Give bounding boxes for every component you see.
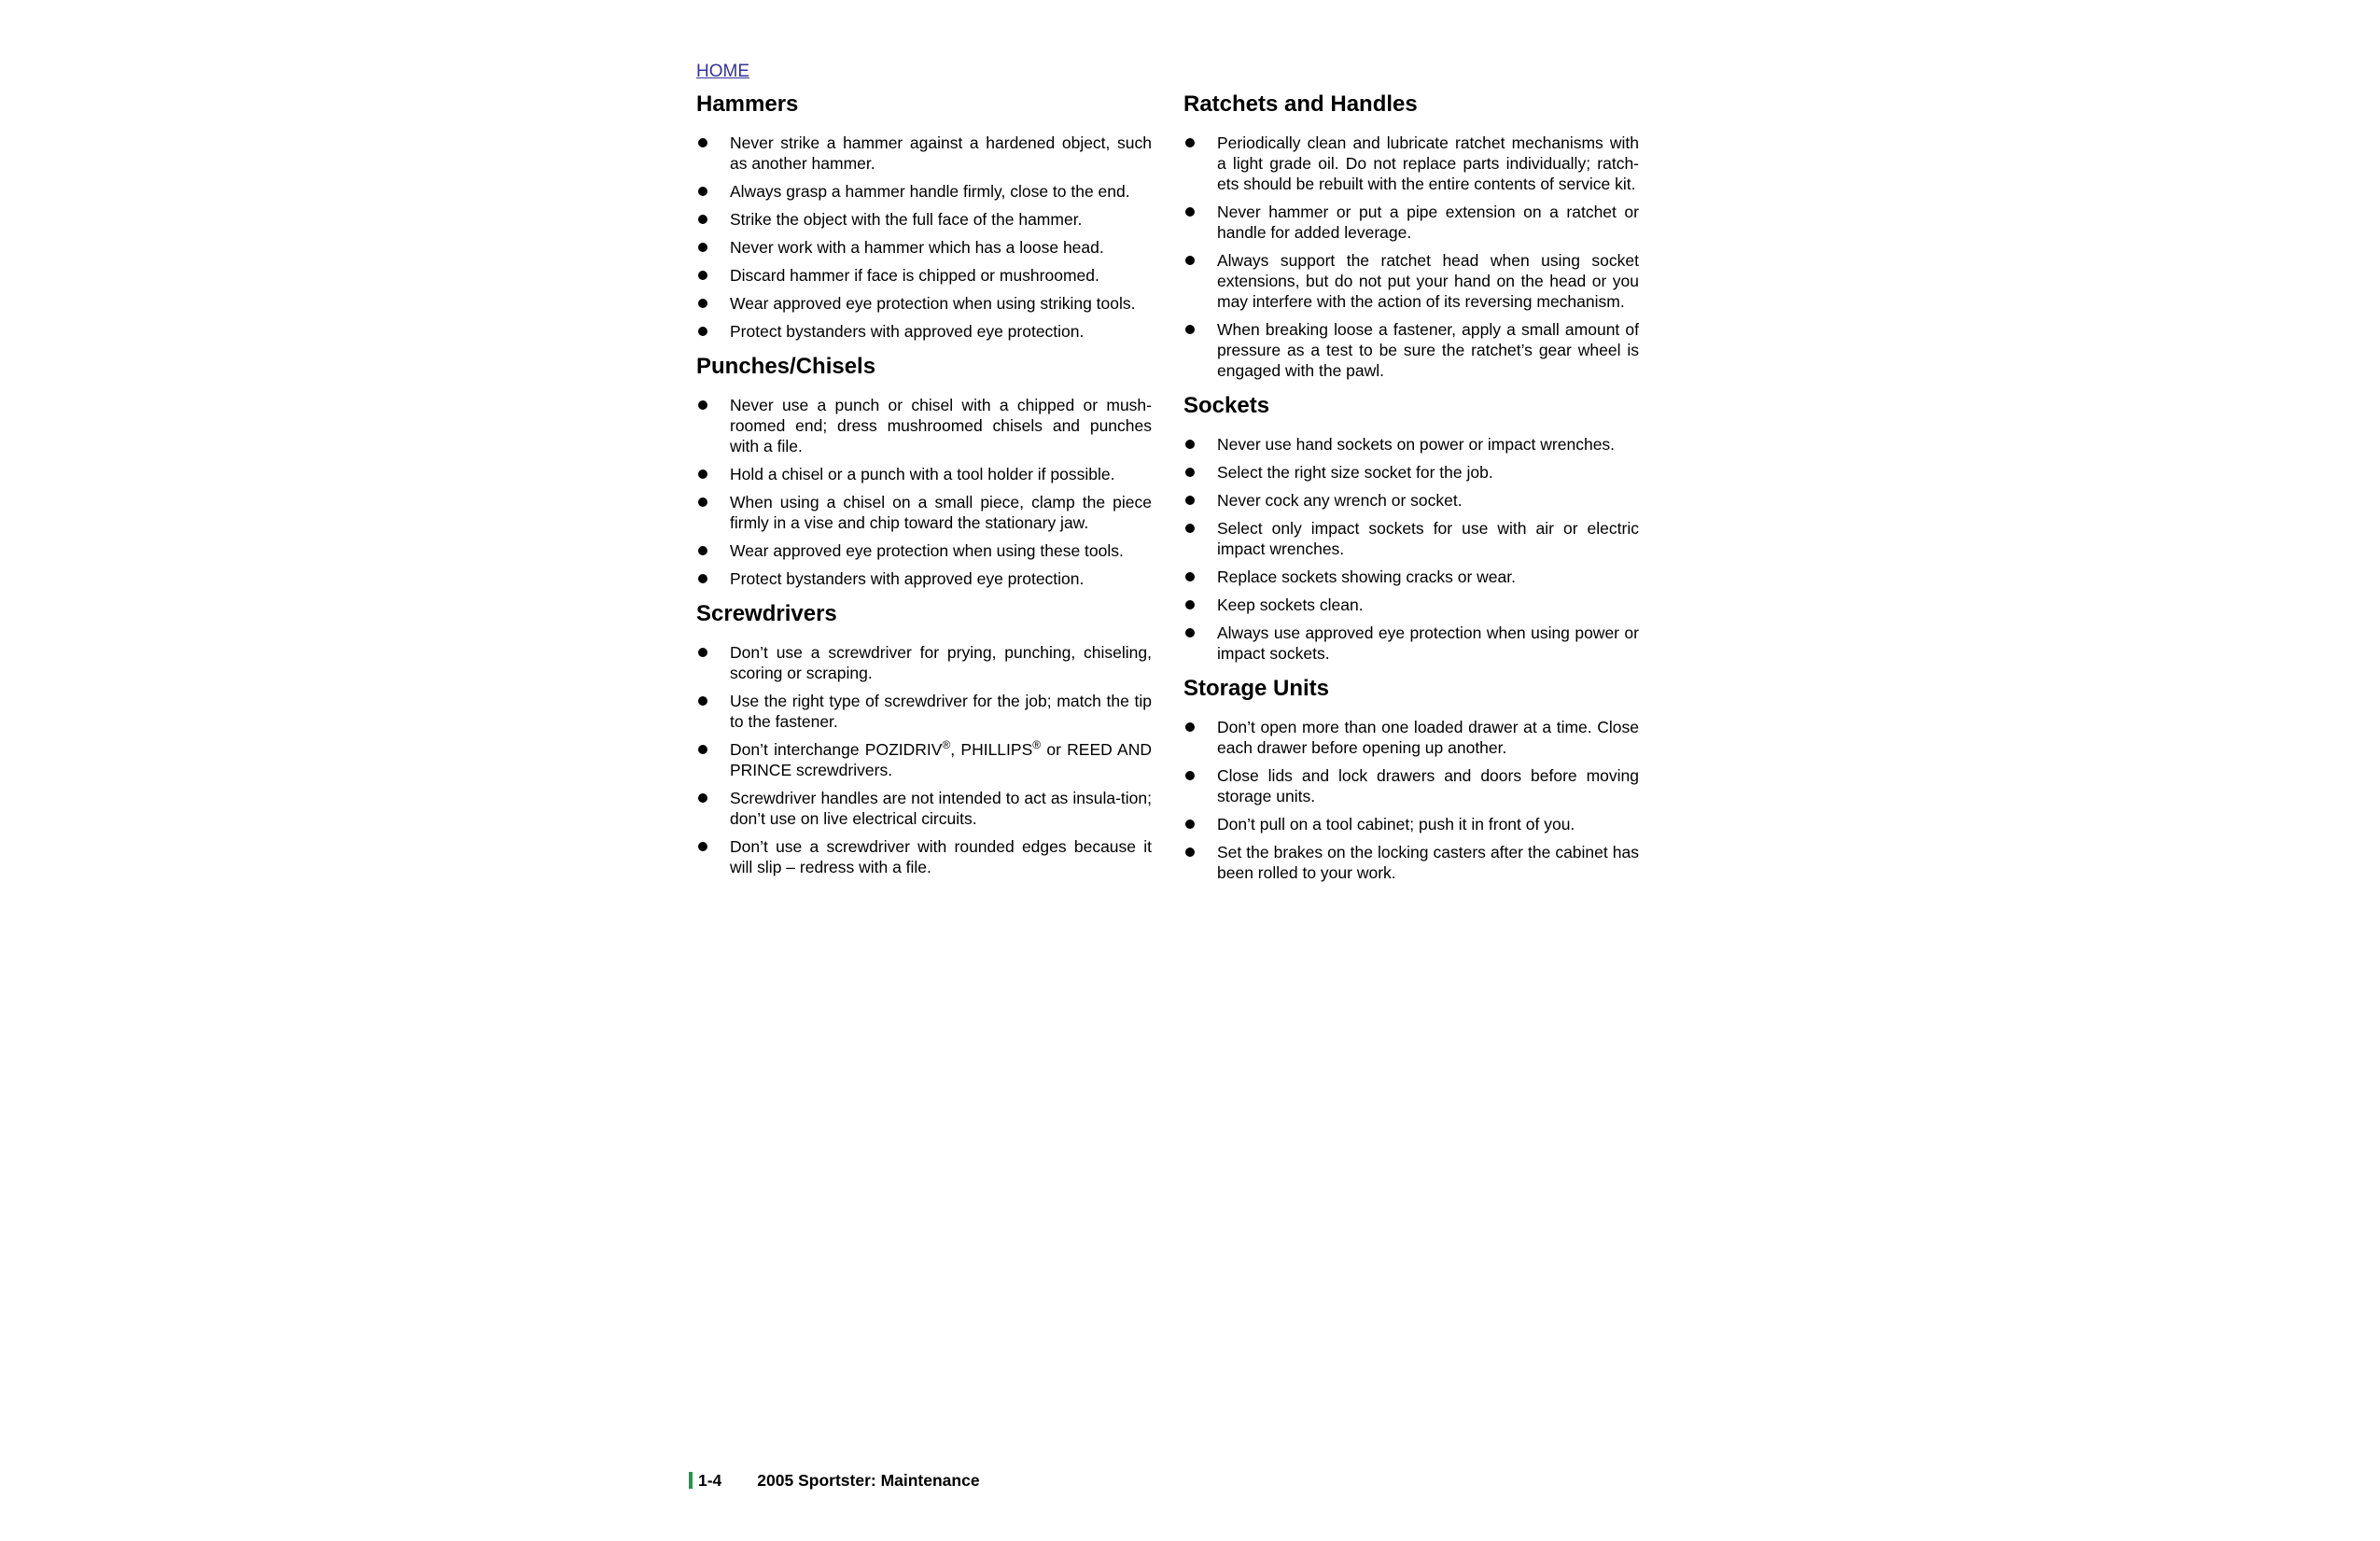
item-text: Always support the ratchet head when using socket extensions, but do not put your hand on the head or you may interfere with the action of its reversing mechanism.	[1217, 251, 1639, 311]
bullet-icon	[698, 574, 707, 583]
bullet-icon	[698, 745, 707, 754]
bullet-icon	[1185, 440, 1195, 449]
item-text: Set the brakes on the locking casters after the cabinet has been rolled to your work.	[1217, 843, 1639, 882]
list-item	[1183, 462, 1639, 483]
right-column	[1183, 90, 1639, 893]
bullet-icon	[698, 327, 707, 336]
bullet-icon	[1185, 848, 1195, 857]
list-item	[1183, 623, 1639, 664]
bullet-list	[1183, 717, 1639, 883]
home-link[interactable]: HOME	[696, 62, 749, 81]
section-hammers	[696, 90, 1152, 342]
item-text: Select the right size socket for the job.	[1217, 463, 1493, 482]
item-text: Discard hammer if face is chipped or mushroomed.	[730, 266, 1099, 285]
item-text: Never use hand sockets on power or impact wrenches.	[1217, 435, 1616, 454]
bullet-list	[696, 395, 1152, 589]
bullet-icon	[698, 793, 707, 803]
list-item	[1183, 434, 1639, 455]
bullet-icon	[1185, 468, 1195, 477]
list-item	[696, 568, 1152, 589]
item-text: Never work with a hammer which has a loose head.	[730, 238, 1104, 257]
list-item	[696, 540, 1152, 561]
list-item	[696, 492, 1152, 533]
bullet-icon	[1185, 771, 1195, 780]
list-item	[1183, 595, 1639, 615]
page-footer	[689, 1469, 980, 1492]
page-number: 1-4	[698, 1470, 722, 1490]
left-column	[696, 90, 1152, 888]
list-item	[1183, 717, 1639, 758]
item-text: Don’t open more than one loaded drawer at a time. Close each drawer before opening up another.	[1217, 718, 1639, 757]
item-text: Use the right type of screwdriver for the job; match the tip to the fastener.	[730, 692, 1152, 731]
list-item	[1183, 567, 1639, 587]
section-punches-chisels	[696, 352, 1152, 589]
list-item	[696, 395, 1152, 456]
section-heading: Screwdrivers	[696, 601, 837, 626]
bullet-icon	[698, 546, 707, 555]
bullet-icon	[698, 299, 707, 308]
bullet-icon	[1185, 628, 1195, 637]
bullet-list	[696, 642, 1152, 877]
list-item	[1183, 319, 1639, 381]
item-text: Don’t use a screwdriver for prying, punching, chiseling, scoring or scraping.	[730, 643, 1152, 682]
item-text: Don’t use a screwdriver with rounded edges because it will slip – redress with a file.	[730, 837, 1152, 876]
item-text: Strike the object with the full face of the hammer.	[730, 210, 1083, 229]
bullet-icon	[1185, 138, 1195, 147]
bullet-icon	[1185, 256, 1195, 265]
list-item	[696, 836, 1152, 877]
list-item	[1183, 518, 1639, 559]
item-text: Always grasp a hammer handle firmly, close to the end.	[730, 182, 1130, 201]
bullet-icon	[1185, 325, 1195, 334]
item-text: Never cock any wrench or socket.	[1217, 491, 1463, 510]
bullet-icon	[698, 215, 707, 224]
bullet-icon	[698, 187, 707, 196]
bullet-list	[696, 133, 1152, 342]
item-text: Periodically clean and lubricate ratchet mechanisms with a light grade oil. Do not replace parts individually; ratch-ets should be rebuilt with the entire contents of service kit.	[1217, 133, 1639, 193]
bullet-icon	[1185, 600, 1195, 609]
item-text: Close lids and lock drawers and doors before moving storage units.	[1217, 766, 1639, 806]
bullet-list	[1183, 133, 1639, 381]
item-text-part1: Don’t interchange POZIDRIV	[730, 740, 943, 759]
list-item	[696, 321, 1152, 342]
bullet-icon	[1185, 820, 1195, 829]
list-item	[696, 237, 1152, 258]
item-text-sup2: ®	[1032, 738, 1042, 752]
bullet-icon	[1185, 496, 1195, 505]
bullet-icon	[1185, 722, 1195, 732]
section-heading: Ratchets and Handles	[1183, 91, 1418, 117]
item-text: Never strike a hammer against a hardened object, such as another hammer.	[730, 133, 1152, 173]
section-heading: Punches/Chisels	[696, 354, 876, 379]
list-item	[696, 642, 1152, 683]
item-text: Screwdriver handles are not intended to act as insula-tion; don’t use on live electrical circuits.	[730, 789, 1152, 828]
item-text: Protect bystanders with approved eye protection.	[730, 322, 1085, 341]
bullet-icon	[1185, 207, 1195, 217]
list-item	[696, 293, 1152, 314]
list-item	[696, 691, 1152, 732]
item-text: When using a chisel on a small piece, clamp the piece firmly in a vise and chip toward the stationary jaw.	[730, 493, 1152, 532]
item-text: Protect bystanders with approved eye protection.	[730, 569, 1085, 588]
list-item	[696, 181, 1152, 202]
manual-title: 2005 Sportster: Maintenance	[757, 1470, 980, 1490]
section-heading: Sockets	[1183, 393, 1270, 418]
bullet-icon	[698, 138, 707, 147]
item-text: Select only impact sockets for use with air or electric impact wrenches.	[1217, 519, 1639, 558]
bullet-icon	[698, 400, 707, 410]
list-item	[1183, 842, 1639, 883]
list-item	[696, 788, 1152, 829]
list-item	[1183, 765, 1639, 806]
item-text: When breaking loose a fastener, apply a small amount of pressure as a test to be sure the ratchet’s gear wheel is engaged with the pawl.	[1217, 320, 1639, 380]
list-item	[1183, 814, 1639, 834]
bullet-icon	[698, 469, 707, 479]
section-sockets	[1183, 391, 1639, 664]
bullet-icon	[698, 648, 707, 657]
list-item	[1183, 202, 1639, 243]
bullet-icon	[698, 271, 707, 280]
list-item	[696, 739, 1152, 780]
item-text-part2: , PHILLIPS	[950, 740, 1033, 759]
item-text: Don’t pull on a tool cabinet; push it in front of you.	[1217, 815, 1575, 834]
section-storage-units	[1183, 674, 1639, 883]
bullet-icon	[1185, 524, 1195, 533]
bullet-list	[1183, 434, 1639, 664]
item-text: Never hammer or put a pipe extension on a ratchet or handle for added leverage.	[1217, 203, 1639, 242]
item-text: Keep sockets clean.	[1217, 595, 1364, 614]
item-text-sup1: ®	[942, 738, 951, 752]
section-screwdrivers	[696, 599, 1152, 877]
item-text: Wear approved eye protection when using striking tools.	[730, 294, 1136, 313]
list-item	[696, 133, 1152, 174]
list-item	[696, 464, 1152, 484]
section-heading: Storage Units	[1183, 676, 1330, 701]
bullet-icon	[698, 243, 707, 252]
bullet-icon	[1185, 572, 1195, 581]
footer-marker	[689, 1472, 693, 1489]
section-ratchets-and-handles	[1183, 90, 1639, 381]
section-heading: Hammers	[696, 91, 799, 117]
item-text-part3: or REED AND PRINCE screwdrivers.	[730, 740, 1152, 779]
list-item	[1183, 490, 1639, 511]
item-text: Hold a chisel or a punch with a tool holder if possible.	[730, 465, 1115, 483]
list-item	[1183, 250, 1639, 312]
list-item	[696, 209, 1152, 230]
item-text: Never use a punch or chisel with a chipped or mush-roomed end; dress mushroomed chisels and punches with a file.	[730, 396, 1152, 455]
item-text: Wear approved eye protection when using these tools.	[730, 541, 1124, 560]
bullet-icon	[698, 842, 707, 851]
list-item	[696, 265, 1152, 286]
list-item	[1183, 133, 1639, 194]
bullet-icon	[698, 696, 707, 706]
bullet-icon	[698, 497, 707, 507]
item-text: Always use approved eye protection when using power or impact sockets.	[1217, 623, 1639, 663]
item-text: Replace sockets showing cracks or wear.	[1217, 567, 1516, 586]
